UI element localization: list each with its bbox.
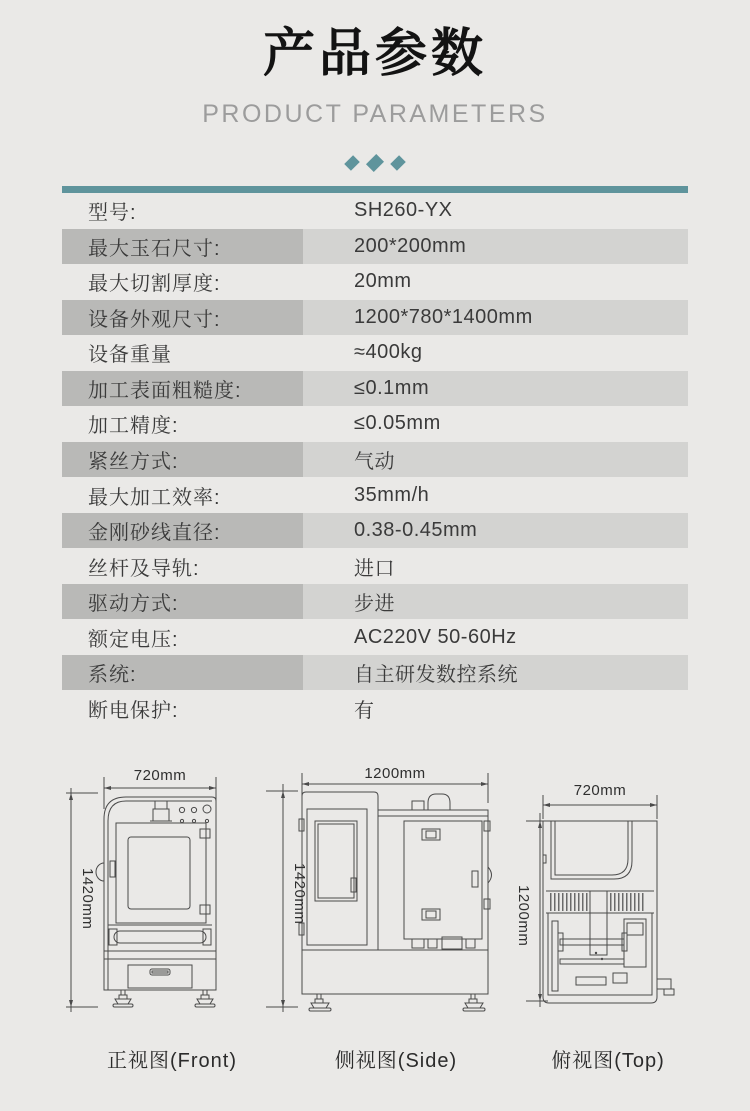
- side-view-figure: [266, 763, 516, 1013]
- table-row: [62, 477, 688, 513]
- page-title: 产品参数: [262, 25, 487, 83]
- table-row: [62, 584, 688, 620]
- diamond-icon: [366, 154, 384, 172]
- spec-value: 0.38-0.45mm: [354, 519, 478, 542]
- front-height-dimension: 1420mm: [79, 868, 96, 930]
- diamond-icon: [390, 155, 406, 171]
- diamond-divider: [0, 146, 750, 180]
- front-view-figure: [64, 763, 239, 1013]
- spec-value: 1200*780*1400mm: [354, 305, 533, 328]
- top-view-drawing: [515, 763, 703, 1013]
- table-row: [62, 300, 688, 336]
- page-subtitle: PRODUCT PARAMETERS: [202, 100, 548, 128]
- spec-value: 200*200mm: [354, 234, 467, 257]
- spec-label: 加工表面粗糙度:: [62, 371, 303, 407]
- spec-label: 金刚砂线直径:: [62, 513, 303, 549]
- spec-label: 系统:: [62, 655, 303, 691]
- table-row: [62, 548, 688, 584]
- top-view-caption: 俯视图(Top): [551, 1050, 665, 1072]
- spec-label: 最大玉石尺寸:: [62, 229, 303, 265]
- spec-value: ≤0.05mm: [354, 412, 441, 435]
- spec-label: 最大切割厚度:: [88, 273, 221, 296]
- spec-label: 紧丝方式:: [62, 442, 303, 478]
- table-row: [62, 193, 688, 229]
- spec-value: ≈400kg: [354, 341, 423, 364]
- spec-label: 最大加工效率:: [88, 486, 221, 509]
- spec-label: 型号:: [88, 202, 137, 225]
- spec-label: 设备重量: [88, 344, 172, 367]
- table-row: [62, 264, 688, 300]
- spec-value: AC220V 50-60Hz: [354, 625, 517, 648]
- table-row: [62, 442, 688, 478]
- table-row: [62, 229, 688, 265]
- front-view-caption: 正视图(Front): [107, 1050, 237, 1072]
- side-width-dimension: 1200mm: [364, 765, 426, 782]
- table-row: [62, 406, 688, 442]
- top-view-figure: [515, 763, 703, 1013]
- accent-bar: [62, 186, 688, 193]
- spec-label: 额定电压:: [88, 628, 179, 651]
- spec-label: 加工精度:: [88, 415, 179, 438]
- spec-value: SH260-YX: [354, 199, 453, 222]
- spec-label: 驱动方式:: [62, 584, 303, 620]
- spec-table: [62, 193, 688, 726]
- spec-label: 设备外观尺寸:: [62, 300, 303, 336]
- table-row: [62, 619, 688, 655]
- side-view-caption: 侧视图(Side): [334, 1050, 458, 1072]
- table-row: [62, 690, 688, 726]
- table-row: [62, 513, 688, 549]
- spec-value: 20mm: [354, 270, 412, 293]
- front-width-dimension: 720mm: [133, 767, 187, 784]
- spec-value: 自主研发数控系统: [354, 664, 518, 687]
- side-height-dimension: 1420mm: [291, 863, 308, 925]
- spec-label: 断电保护:: [88, 699, 179, 722]
- top-width-dimension: 720mm: [573, 782, 627, 799]
- spec-value: 气动: [354, 450, 395, 473]
- spec-label: 丝杆及导轨:: [88, 557, 200, 580]
- table-row: [62, 371, 688, 407]
- diamond-icon: [344, 155, 360, 171]
- spec-value: 进口: [354, 557, 395, 580]
- table-row: [62, 335, 688, 371]
- top-height-dimension: 1200mm: [515, 885, 532, 947]
- spec-value: ≤0.1mm: [354, 376, 430, 399]
- table-row: [62, 655, 688, 691]
- spec-value: 步进: [354, 593, 395, 616]
- spec-value: 有: [354, 699, 375, 722]
- spec-value: 35mm/h: [354, 483, 430, 506]
